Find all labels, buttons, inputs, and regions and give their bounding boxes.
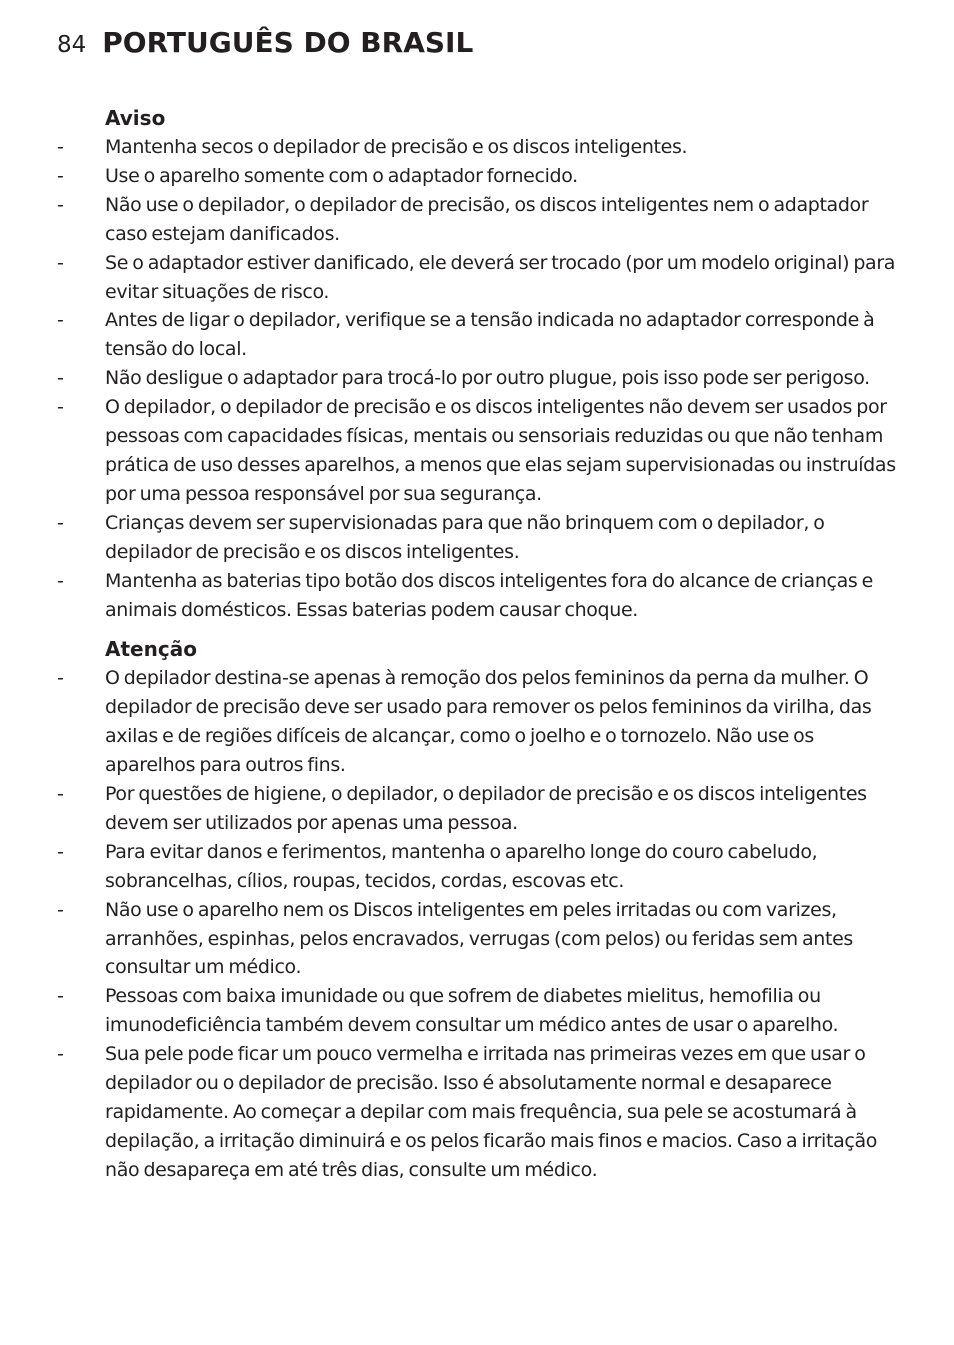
list-item-text: Se o adaptador estiver danificado, ele deverá ser trocado (por um modelo original) para evitar situações de risco. bbox=[105, 251, 896, 303]
bullet: - bbox=[57, 985, 64, 1008]
bullet: - bbox=[57, 783, 64, 806]
bullet: - bbox=[57, 251, 64, 274]
bullet: - bbox=[57, 193, 64, 216]
list-item-text: Não desligue o adaptador para trocá-lo por outro plugue, pois isso pode ser perigoso. bbox=[105, 367, 870, 390]
list-item-text: Mantenha secos o depilador de precisão e os discos inteligentes. bbox=[105, 136, 688, 158]
bullet: - bbox=[57, 136, 64, 158]
list-item-text: Sua pele pode ficar um pouco vermelha e irritada nas primeiras vezes em que usar o depilador ou o depilador de precisão. Isso é absolutamente normal e desaparece rapidamente. Ao começar a depilar com mais frequência, sua pele se acostumará à depilação, a irritação diminuirá e os pelos ficarão mais finos e macios. Caso a irritação não desapareça em até três dias, consulte um médico. bbox=[105, 1043, 878, 1181]
warning-list bbox=[57, 133, 897, 624]
page-header bbox=[57, 26, 473, 70]
bullet: - bbox=[57, 898, 64, 921]
bullet: - bbox=[57, 840, 64, 863]
bullet: - bbox=[57, 396, 64, 419]
list-item bbox=[57, 567, 897, 625]
list-item bbox=[57, 133, 897, 162]
page-number: 84 bbox=[57, 32, 87, 58]
list-item-text: O depilador destina-se apenas à remoção dos pelos femininos da perna da mulher. O depilador de precisão deve ser usado para remover os pelos femininos da virilha, das axilas e de regiões difíceis de alcançar, como o joelho e o tornozelo. Não use os aparelhos para outros fins. bbox=[105, 667, 872, 777]
list-item bbox=[57, 306, 897, 364]
list-item-text: Por questões de higiene, o depilador, o depilador de precisão e os discos inteligentes devem ser utilizados por apenas uma pessoa. bbox=[105, 783, 867, 834]
section-heading-aviso: Aviso bbox=[105, 106, 166, 130]
section-heading-atencao: Atenção bbox=[105, 637, 197, 662]
page-title: PORTUGUÊS DO BRASIL bbox=[102, 26, 474, 59]
page-content bbox=[57, 104, 897, 1185]
list-item bbox=[57, 664, 897, 780]
bullet: - bbox=[57, 309, 64, 332]
bullet: - bbox=[57, 367, 64, 390]
list-item bbox=[57, 162, 897, 191]
list-item bbox=[57, 780, 897, 838]
list-item bbox=[57, 364, 897, 393]
bullet: - bbox=[57, 667, 64, 690]
list-item-text: Crianças devem ser supervisionadas para que não brinquem com o depilador, o depilador de precisão e os discos inteligentes. bbox=[105, 511, 825, 563]
list-item bbox=[57, 509, 897, 567]
list-item-text: Não use o depilador, o depilador de precisão, os discos inteligentes nem o adaptador caso estejam danificados. bbox=[105, 193, 869, 245]
list-item bbox=[57, 249, 897, 307]
bullet: - bbox=[57, 164, 64, 187]
list-item bbox=[57, 393, 897, 509]
caution-list bbox=[57, 664, 897, 1184]
list-item-text: O depilador, o depilador de precisão e os discos inteligentes não devem ser usados por pessoas com capacidades físicas, mentais ou sensoriais reduzidas ou que não tenham prática de uso desses aparelhos, a menos que elas sejam supervisionadas ou instruídas por uma pessoa responsável por sua segurança. bbox=[105, 396, 896, 505]
list-item bbox=[57, 838, 897, 896]
list-item bbox=[57, 191, 897, 249]
list-item-text: Antes de ligar o depilador, verifique se a tensão indicada no adaptador corresponde à tensão do local. bbox=[105, 309, 875, 361]
list-item bbox=[57, 982, 897, 1040]
bullet: - bbox=[57, 569, 64, 592]
caution-section bbox=[57, 635, 897, 1184]
list-item bbox=[57, 896, 897, 983]
warning-section bbox=[57, 104, 897, 624]
list-item-text: Para evitar danos e ferimentos, mantenha o aparelho longe do couro cabeludo, sobrancelhas, cílios, roupas, tecidos, cordas, escovas etc. bbox=[105, 840, 818, 892]
list-item-text: Não use o aparelho nem os Discos inteligentes em peles irritadas ou com varizes, arranhões, espinhas, pelos encravados, verrugas (com pelos) ou feridas sem antes consultar um médico. bbox=[105, 898, 853, 979]
list-item-text: Mantenha as baterias tipo botão dos discos inteligentes fora do alcance de crianças e animais domésticos. Essas baterias podem causar choque. bbox=[105, 569, 873, 621]
list-item bbox=[57, 1040, 897, 1185]
list-item-text: Pessoas com baixa imunidade ou que sofrem de diabetes mielitus, hemofilia ou imunodeficiência também devem consultar um médico antes de usar o aparelho. bbox=[105, 985, 839, 1037]
list-item-text: Use o aparelho somente com o adaptador fornecido. bbox=[105, 164, 578, 187]
bullet: - bbox=[57, 511, 64, 534]
bullet: - bbox=[57, 1043, 64, 1066]
